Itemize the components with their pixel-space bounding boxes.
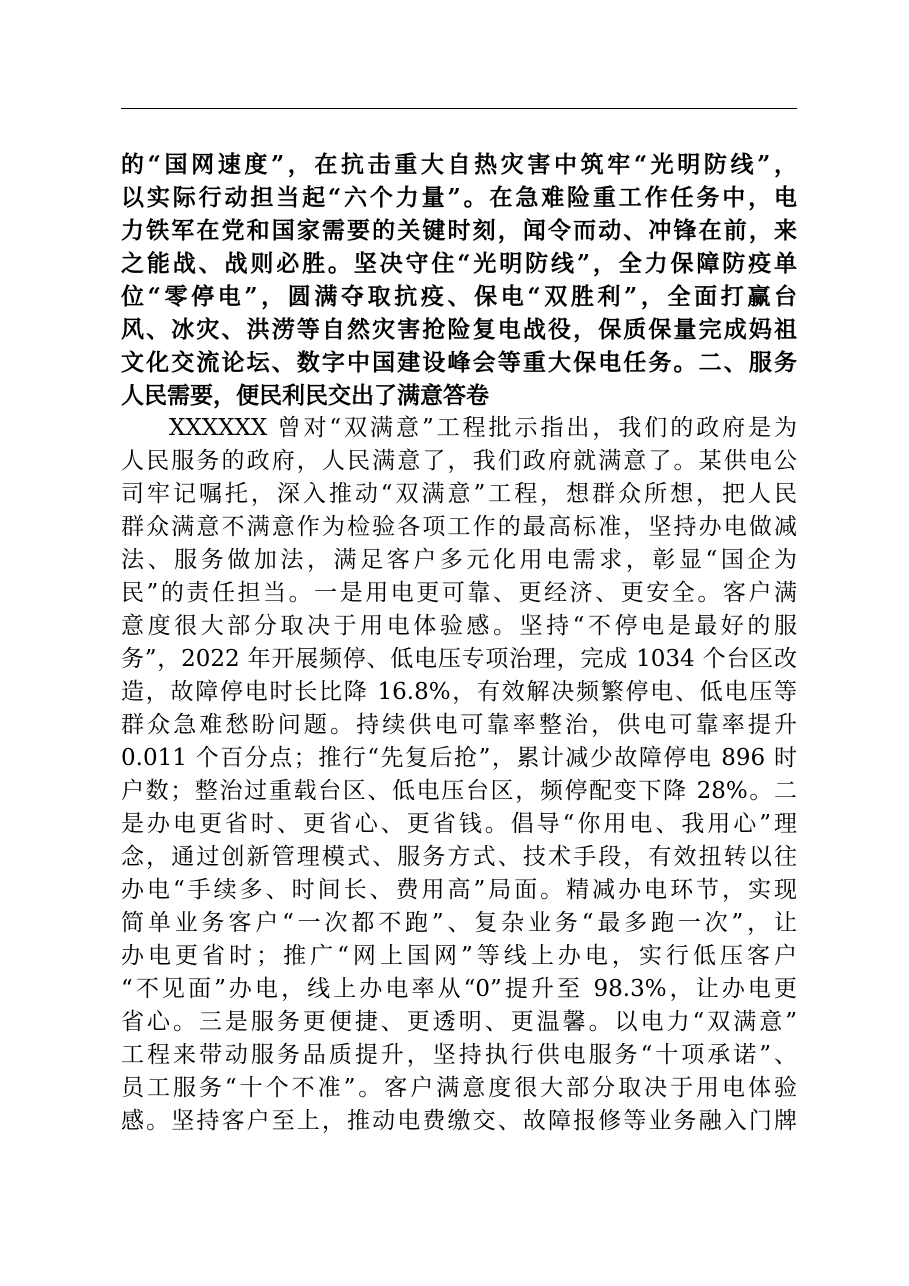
text-line: 以实际行动担当起“六个力量”。在急难险重工作任务中，电	[121, 184, 797, 211]
text-line: 念，通过创新管理模式、服务方式、技术手段，有效扭转以往	[121, 844, 797, 870]
text-line: 工程来带动服务品质提升，坚持执行供电服务“十项承诺”、	[121, 1042, 797, 1068]
text-line: 人民服务的政府，人民满意了，我们政府就满意了。某供电公	[121, 448, 797, 474]
text-line: 感。坚持客户至上，推动电费缴交、故障报修等业务融入门牌	[121, 1108, 797, 1134]
text-line: 司牢记嘱托，深入推动“双满意”工程，想群众所想，把人民	[121, 481, 797, 507]
text-line: 的“国网速度”，在抗击重大自热灾害中筑牢“光明防线”，	[121, 151, 797, 178]
text-line: 风、冰灾、洪涝等自然灾害抢险复电战役，保质保量完成妈祖	[121, 316, 797, 343]
text-line: 造，故障停电时长比降 16.8%，有效解决频繁停电、低电压等	[121, 679, 797, 705]
text-line: 意度很大部分取决于用电体验感。坚持“不停电是最好的服	[121, 613, 797, 639]
text-line: 员工服务“十个不准”。客户满意度很大部分取决于用电体验	[121, 1075, 797, 1101]
text-line: 简单业务客户“一次都不跑”、复杂业务“最多跑一次”，让	[121, 910, 797, 936]
text-line: 群众急难愁盼问题。持续供电可靠率整治，供电可靠率提升	[121, 712, 797, 738]
header-rule	[121, 108, 797, 109]
text-line: 省心。三是服务更便捷、更透明、更温馨。以电力“双满意”	[121, 1009, 797, 1035]
text-line: 是办电更省时、更省心、更省钱。倡导“你用电、我用心”理	[121, 811, 797, 837]
text-line: 0.011 个百分点；推行“先复后抢”，累计减少故障停电 896 时	[121, 745, 797, 771]
text-line: 文化交流论坛、数字中国建设峰会等重大保电任务。二、服务	[121, 349, 797, 376]
text-line: 办电更省时；推广“网上国网”等线上办电，实行低压客户	[121, 943, 797, 969]
text-line: 之能战、战则必胜。坚决守住“光明防线”，全力保障防疫单	[121, 250, 797, 277]
text-line: 法、服务做加法，满足客户多元化用电需求，彰显“国企为	[121, 547, 797, 573]
section-heading-line: 人民需要，便民利民交出了满意答卷	[121, 382, 489, 409]
body-text	[121, 148, 797, 1138]
text-line: 民”的责任担当。一是用电更可靠、更经济、更安全。客户满	[121, 580, 797, 606]
text-line: 户数；整治过重载台区、低电压台区，频停配变下降 28%。二	[121, 778, 797, 804]
text-line: “不见面”办电，线上办电率从“0”提升至 98.3%，让办电更	[121, 976, 797, 1002]
text-line: 务”，2022 年开展频停、低电压专项治理，完成 1034 个台区改	[121, 646, 797, 672]
text-line: 力铁军在党和国家需要的关键时刻，闻令而动、冲锋在前，来	[121, 217, 797, 244]
text-line: 办电“手续多、时间长、费用高”局面。精减办电环节，实现	[121, 877, 797, 903]
text-line: 群众满意不满意作为检验各项工作的最高标准，坚持办电做减	[121, 514, 797, 540]
paragraph-first-line: XXXXXX 曾对“双满意”工程批示指出，我们的政府是为	[169, 415, 797, 441]
text-line: 位“零停电”，圆满夺取抗疫、保电“双胜利”，全面打赢台	[121, 283, 797, 310]
